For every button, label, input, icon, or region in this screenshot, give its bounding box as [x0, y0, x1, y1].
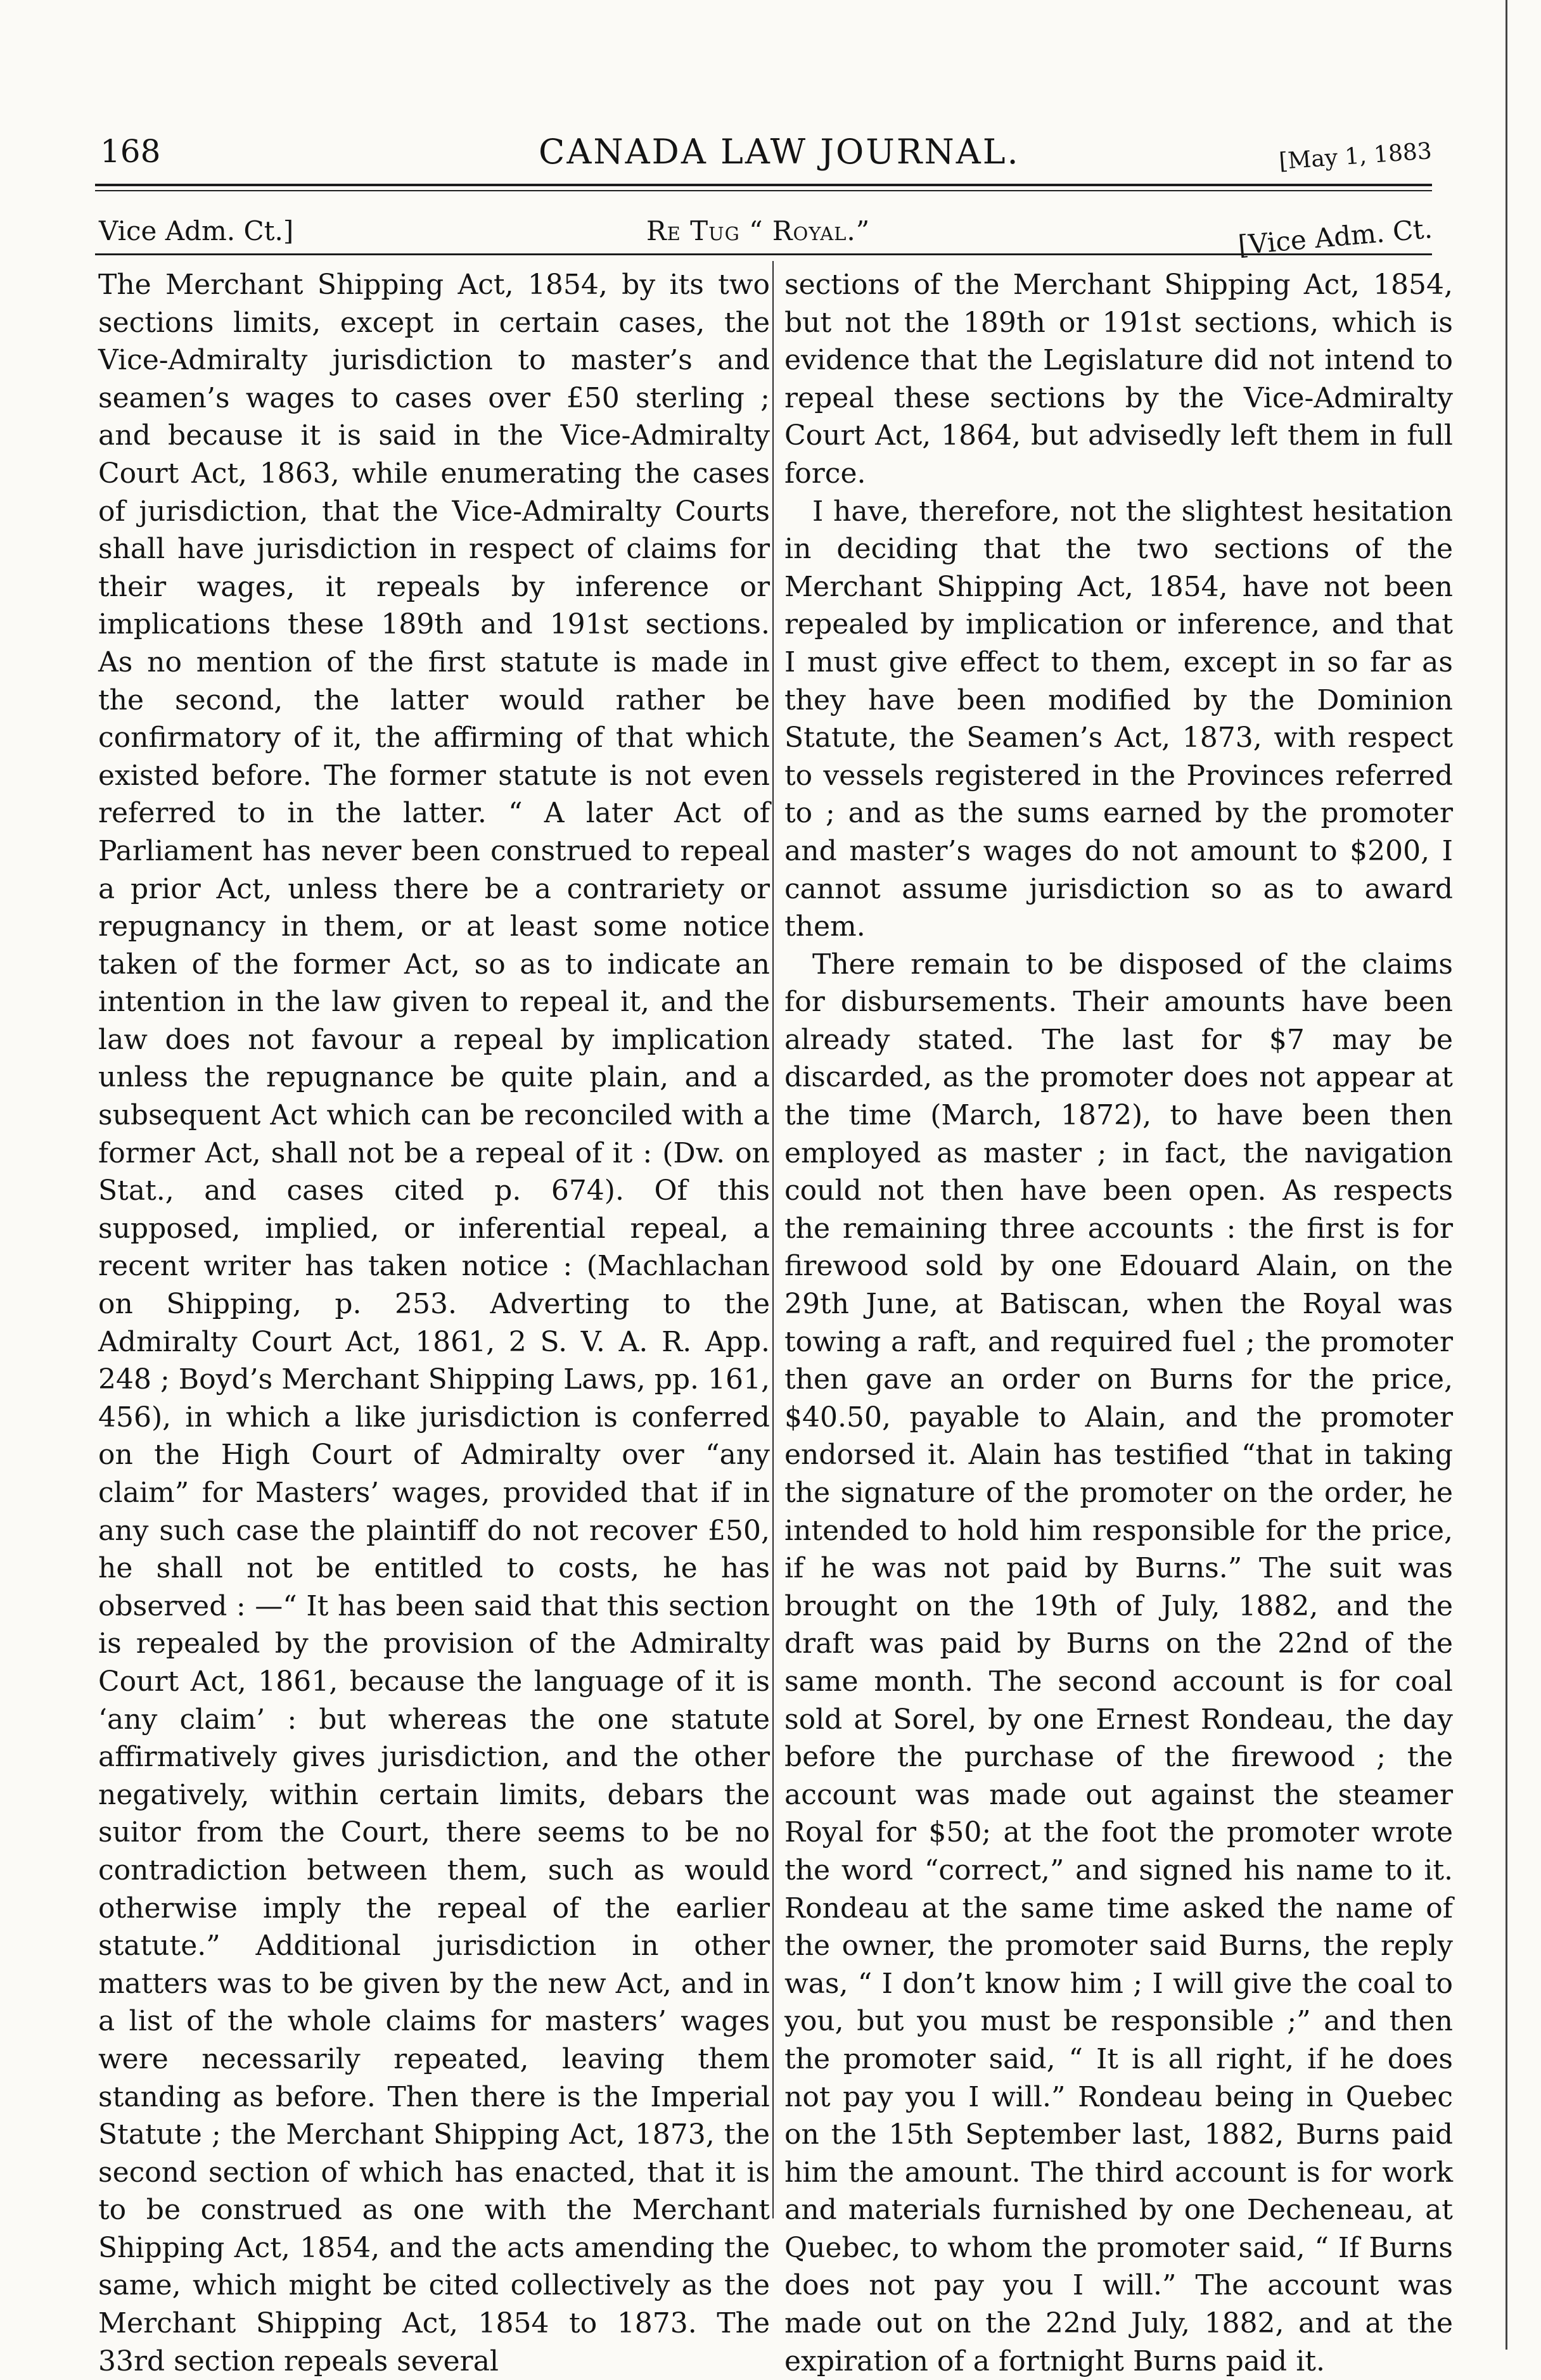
court-label-right: [Vice Adm. Ct. [1236, 213, 1434, 261]
case-title: Re Tug “ Royal.” [646, 215, 871, 246]
header-rule-thin [95, 190, 1432, 191]
column-divider [772, 261, 774, 2218]
right-paragraph-1: sections of the Merchant Shipping Act, 1854, but not the 189th or 191st sections, which is evidence that the Legislature did not intend to repeal these sections by the Vice-Admiralty Court Act, 1864, but advisedly left them in full force. [784, 269, 1453, 490]
case-header [95, 209, 1434, 261]
issue-date: [May 1, 1883 [1278, 138, 1433, 175]
right-column [784, 266, 1453, 2380]
running-head [95, 127, 1432, 184]
right-paragraph-2: I have, therefore, not the slightest hesitation in deciding that the two sections of the Merchant Shipping Act, 1854, have not been repealed by implication or inference, and that I must give effect to them, except in so far as they have been modified by the Dominion Statute, the Seamen’s Act, 1873, with respect to vessels registered in the Provinces referred to ; and as the sums earned by the promoter and master’s wages do not amount to $200, I cannot assume jurisdiction so as to award them. [784, 495, 1453, 943]
journal-title: CANADA LAW JOURNAL. [539, 132, 1020, 172]
court-label-left: Vice Adm. Ct.] [99, 215, 294, 246]
page-number: 168 [100, 133, 161, 170]
case-header-rule [95, 253, 1432, 255]
left-paragraph-1: The Merchant Shipping Act, 1854, by its two sections limits, except in certain cases, the Vice-Admiralty jurisdiction to master’s and seamen’s wages to cases over £50 sterling ; and because it is said in the Vice-Admiralty Court Act, 1863, while enumerating the cases of jurisdiction, that the Vice-Admiralty Courts shall have jurisdiction in respect of claims for their wages, it repeals by inference or implications these 189th and 191st sections. As no mention of the first statute is made in the second, the latter would rather be confirmatory of it, the affirming of that which existed before. The former statute is not even referred to in the latter. “ A later Act of Parliament has never been construed to repeal a prior Act, unless there be a contrariety or repugnancy in them, or at least some notice taken of the former Act, so as to indicate an intention in the law given to repeal it, and the law does not favour a repeal by implication unless the repugnance be quite plain, and a subsequent Act which can be reconciled with a former Act, shall not be a repeal of it : (Dw. on Stat., and cases cited p. 674). Of this supposed, implied, or inferential repeal, a recent writer has taken notice : (Machlachan on Shipping, p. 253. Adverting to the Admiralty Court Act, 1861, 2 S. V. A. R. App. 248 ; Boyd’s Merchant Shipping Laws, pp. 161, 456), in which a like jurisdiction is conferred on the High Court of Admiralty over “any claim” for Masters’ wages, provided that if in any such case the plaintiff do not recover £50, he shall not be entitled to costs, he has observed : —“ It has been said that this section is repealed by the provision of the Admiralty Court Act, 1861, because the language of it is ‘any claim’ : but whereas the one statute affirmatively gives jurisdiction, and the other negatively, within certain limits, debars the suitor from the Court, there seems to be no contradiction between them, such as would otherwise imply the repeal of the earlier statute.” Additional jurisdiction in other matters was to be given by the new Act, and in a list of the whole claims for masters’ wages were necessarily repeated, leaving them standing as before. Then there is the Imperial Statute ; the Merchant Shipping Act, 1873, the second section of which has enacted, that it is to be construed as one with the Merchant Shipping Act, 1854, and the acts amending the same, which might be cited collectively as the Merchant Shipping Act, 1854 to 1873. The 33rd section repeals several [98, 269, 770, 2377]
right-paragraph-3: There remain to be disposed of the claims for disbursements. Their amounts have been already stated. The last for $7 may be discarded, as the promoter does not appear at the time (March, 1872), to have been then employed as master ; in fact, the navigation could not then have been open. As respects the remaining three accounts : the first is for firewood sold by one Edouard Alain, on the 29th June, at Batiscan, when the Royal was towing a raft, and required fuel ; the promoter then gave an order on Burns for the price, $40.50, payable to Alain, and the promoter endorsed it. Alain has testified “that in taking the signature of the promoter on the order, he intended to hold him responsible for the price, if he was not paid by Burns.” The suit was brought on the 19th of July, 1882, and the draft was paid by Burns on the 22nd of the same month. The second account is for coal sold at Sorel, by one Ernest Rondeau, the day before the purchase of the firewood ; the account was made out against the steamer Royal for $50; at the foot the promoter wrote the word “correct,” and signed his name to it. Rondeau at the same time asked the name of the owner, the promoter said Burns, the reply was, “ I don’t know him ; I will give the coal to you, but you must be responsible ;” and then the promoter said, “ It is all right, if he does not pay you I will.” Rondeau being in Quebec on the 15th September last, 1882, Burns paid him the amount. The third account is for work and materials furnished by one Decheneau, at Quebec, to whom the promoter said, “ If Burns does not pay you I will.” The account was made out on the 22nd July, 1882, and at the expiration of a fortnight Burns paid it. [784, 948, 1453, 2377]
header-rule-thick [95, 184, 1432, 186]
page-edge-line [1506, 0, 1507, 2350]
left-column [98, 266, 770, 2380]
